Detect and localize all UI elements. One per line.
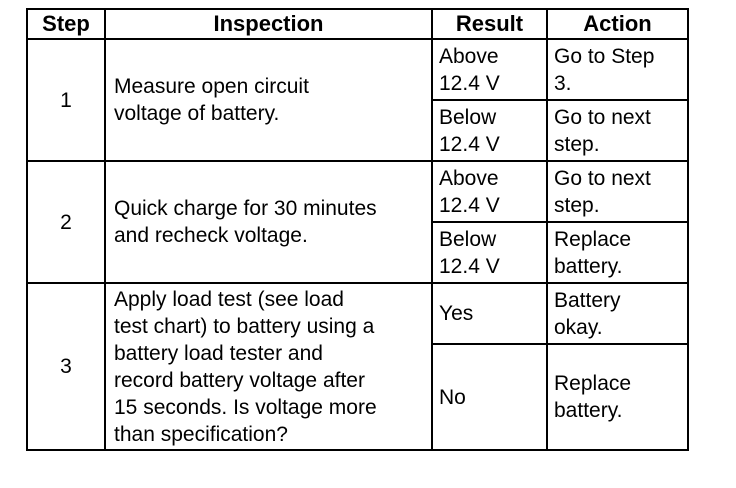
inspection-text: Apply load test (see load test chart) to battery using a battery load tester and record battery voltage after 15 seconds. Is voltage more than specification? <box>105 283 432 450</box>
action-cell: Go to next step. <box>547 161 688 222</box>
result-cell: Yes <box>432 283 547 344</box>
action-cell: Replace battery. <box>547 344 688 450</box>
step-number: 3 <box>27 283 105 450</box>
header-action: Action <box>547 9 688 39</box>
result-cell: Above 12.4 V <box>432 39 547 100</box>
inspection-text: Quick charge for 30 minutes and recheck voltage. <box>105 161 432 283</box>
step-number: 2 <box>27 161 105 283</box>
header-step: Step <box>27 9 105 39</box>
table-row <box>27 161 688 222</box>
action-cell: Battery okay. <box>547 283 688 344</box>
header-row <box>27 9 688 39</box>
inspection-text: Measure open circuit voltage of battery. <box>105 39 432 161</box>
table-row <box>27 39 688 100</box>
step-number: 1 <box>27 39 105 161</box>
result-cell: Below 12.4 V <box>432 100 547 161</box>
table-row <box>27 283 688 344</box>
result-cell: Above 12.4 V <box>432 161 547 222</box>
action-cell: Replace battery. <box>547 222 688 283</box>
header-inspection: Inspection <box>105 9 432 39</box>
result-cell: No <box>432 344 547 450</box>
inspection-table <box>26 8 689 451</box>
action-cell: Go to next step. <box>547 100 688 161</box>
header-result: Result <box>432 9 547 39</box>
result-cell: Below 12.4 V <box>432 222 547 283</box>
action-cell: Go to Step 3. <box>547 39 688 100</box>
